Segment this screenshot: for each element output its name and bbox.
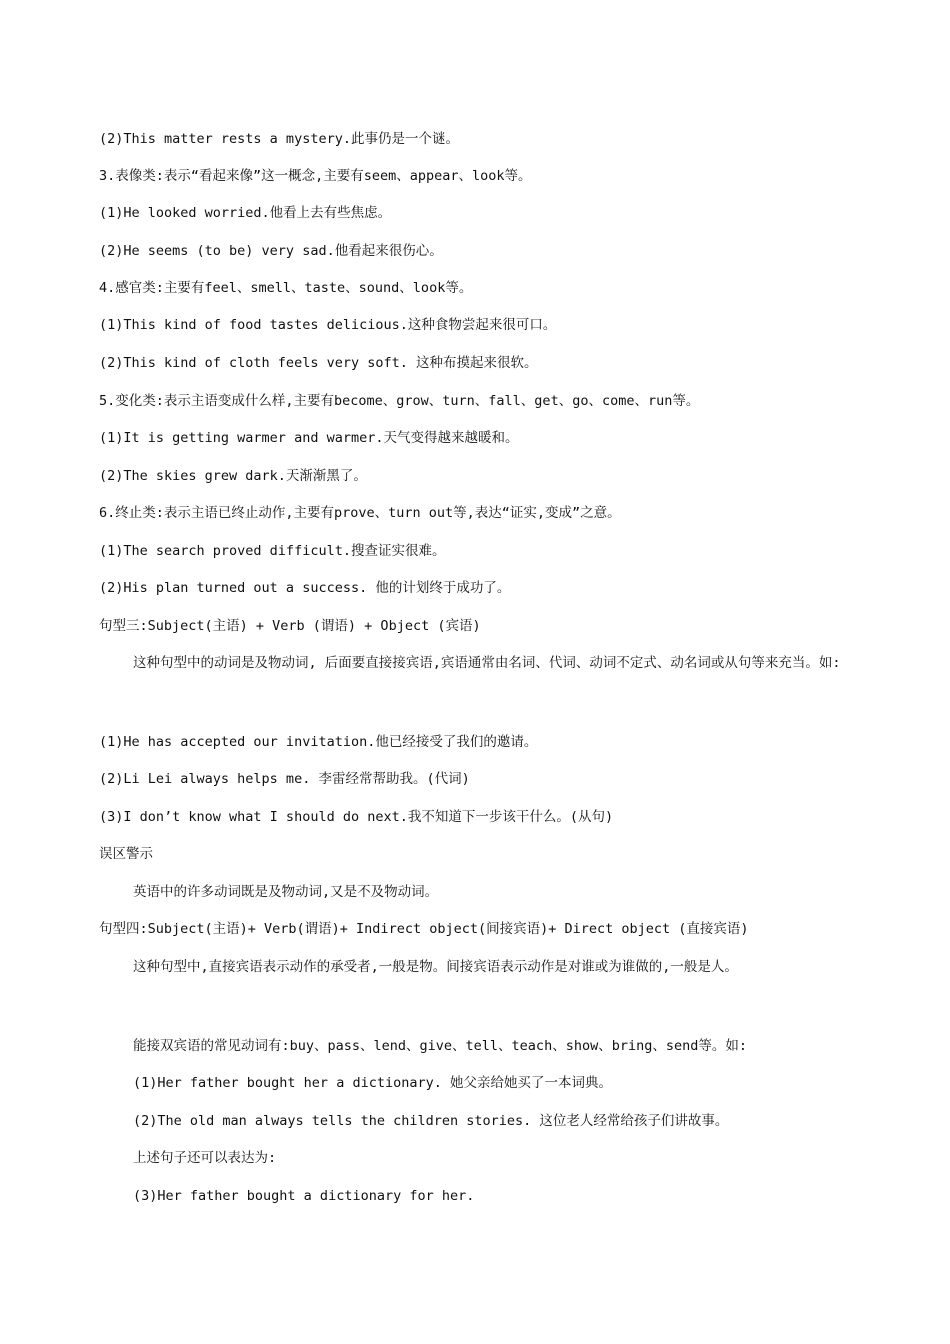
text-line: (2)The old man always tells the children stories. 这位老人经常给孩子们讲故事。 bbox=[133, 1113, 729, 1129]
text-line: 能接双宾语的常见动词有:buy、pass、lend、give、tell、teach、show、bring、send等。如: bbox=[133, 1038, 747, 1054]
text-line: (1)He looked worried.他看上去有些焦虑。 bbox=[99, 205, 392, 221]
paragraph: 这种句型中的动词是及物动词, 后面要直接接宾语,宾语通常由名词、代词、动词不定式、动名词或从句等来充当。如: bbox=[133, 655, 841, 671]
section-heading: 6.终止类:表示主语已终止动作,主要有prove、turn out等,表达“证实,变成”之意。 bbox=[99, 505, 621, 521]
text-line: (2)This kind of cloth feels very soft. 这种布摸起来很软。 bbox=[99, 355, 538, 371]
paragraph: 这种句型中,直接宾语表示动作的承受者,一般是物。间接宾语表示动作是对谁或为谁做的,一般是人。 bbox=[133, 959, 738, 975]
text-line: (2)The skies grew dark.天渐渐黑了。 bbox=[99, 468, 367, 484]
text-line: (3)I don’t know what I should do next.我不知道下一步该干什么。(从句) bbox=[99, 809, 614, 825]
text-line: (2)Li Lei always helps me. 李雷经常帮助我。(代词) bbox=[99, 771, 470, 787]
text-line: (1)It is getting warmer and warmer.天气变得越来越暖和。 bbox=[99, 430, 519, 446]
text-line: 英语中的许多动词既是及物动词,又是不及物动词。 bbox=[133, 884, 439, 900]
section-heading: 3.表像类:表示“看起来像”这一概念,主要有seem、appear、look等。 bbox=[99, 168, 532, 184]
text-line: (3)Her father bought a dictionary for her. bbox=[133, 1188, 475, 1204]
text-line: (2)This matter rests a mystery.此事仍是一个谜。 bbox=[99, 131, 459, 147]
section-heading: 5.变化类:表示主语变成什么样,主要有become、grow、turn、fall、get、go、come、run等。 bbox=[99, 393, 700, 409]
text-line: (2)His plan turned out a success. 他的计划终于成功了。 bbox=[99, 580, 511, 596]
warning-heading: 误区警示 bbox=[99, 846, 153, 862]
text-line: (2)He seems (to be) very sad.他看起来很伤心。 bbox=[99, 243, 443, 259]
sentence-pattern-heading: 句型四:Subject(主语)+ Verb(谓语)+ Indirect object(间接宾语)+ Direct object (直接宾语) bbox=[99, 921, 749, 937]
text-line: (1)The search proved difficult.搜查证实很难。 bbox=[99, 543, 446, 559]
text-line: (1)He has accepted our invitation.他已经接受了我们的邀请。 bbox=[99, 734, 538, 750]
text-line: (1)This kind of food tastes delicious.这种食物尝起来很可口。 bbox=[99, 317, 557, 333]
text-line: 上述句子还可以表达为: bbox=[133, 1150, 277, 1166]
sentence-pattern-heading: 句型三:Subject(主语) + Verb (谓语) + Object (宾语) bbox=[99, 618, 481, 634]
text-line: (1)Her father bought her a dictionary. 她父亲给她买了一本词典。 bbox=[133, 1075, 612, 1091]
section-heading: 4.感官类:主要有feel、smell、taste、sound、look等。 bbox=[99, 280, 473, 296]
